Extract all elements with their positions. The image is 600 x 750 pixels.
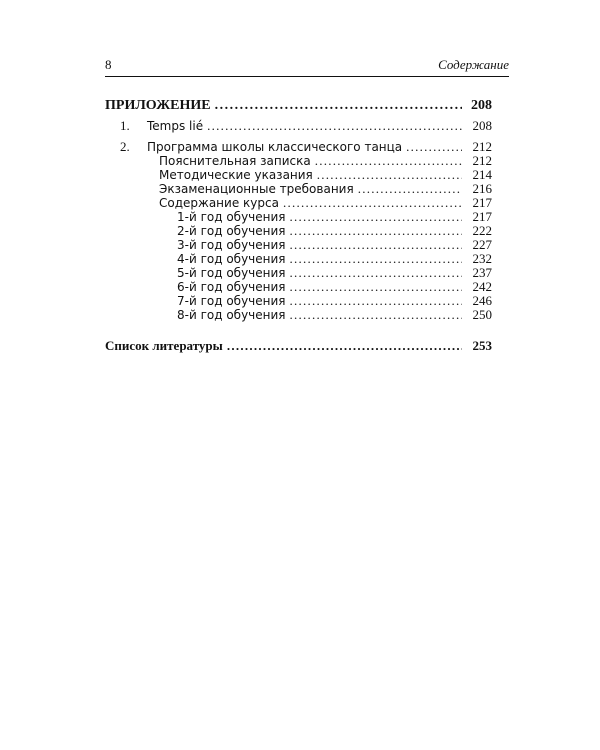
page-number: 8 — [105, 57, 112, 72]
toc-label: 8-й год обучения — [177, 308, 286, 322]
toc-label: ПРИЛОЖЕНИЕ — [105, 98, 211, 113]
header-rule — [105, 76, 509, 77]
toc-label: Экзаменационные требования — [159, 182, 354, 196]
toc-entry-appendix[interactable] — [105, 99, 492, 116]
toc-entry-exam-requirements[interactable] — [105, 182, 492, 196]
dot-leader — [207, 119, 462, 133]
toc-label: Список литературы — [105, 338, 223, 353]
dot-leader — [290, 224, 462, 238]
toc-entry-methodical-guidelines[interactable] — [105, 168, 492, 182]
dot-leader — [283, 196, 462, 210]
toc-entry-year-1[interactable] — [105, 210, 492, 224]
toc-label: Методические указания — [159, 168, 313, 182]
toc-entry-program[interactable] — [105, 140, 492, 154]
toc-page: 217 — [472, 209, 492, 224]
toc-entry-course-content[interactable] — [105, 196, 492, 210]
toc-page: 227 — [472, 237, 492, 252]
toc-page: 212 — [472, 139, 492, 154]
toc-label: 5-й год обучения — [177, 266, 286, 280]
toc-label: 1-й год обучения — [177, 210, 286, 224]
toc-label: Пояснительная записка — [159, 154, 311, 168]
toc-label: Temps lié — [147, 119, 204, 133]
dot-leader — [227, 339, 462, 353]
toc-entry-year-7[interactable] — [105, 294, 492, 308]
toc-entry-year-6[interactable] — [105, 280, 492, 294]
toc-page: 232 — [472, 251, 492, 266]
toc-label: 2-й год обучения — [177, 224, 286, 238]
toc-entry-explanatory-note[interactable] — [105, 154, 492, 168]
toc-entry-year-4[interactable] — [105, 252, 492, 266]
toc-label: 6-й год обучения — [177, 280, 286, 294]
toc-label: 4-й год обучения — [177, 252, 286, 266]
toc-number: 1. — [120, 118, 130, 133]
toc-page: 208 — [472, 118, 492, 133]
toc-page: 253 — [472, 338, 492, 353]
dot-leader — [290, 294, 462, 308]
toc-label: Программа школы классического танца — [147, 140, 403, 154]
toc-entry-temps-lie[interactable] — [105, 119, 492, 136]
dot-leader — [290, 280, 462, 294]
toc-number: 2. — [120, 139, 130, 154]
toc-page: 222 — [472, 223, 492, 238]
table-of-contents — [105, 99, 492, 356]
toc-page: 246 — [472, 293, 492, 308]
toc-entry-year-8[interactable] — [105, 308, 492, 322]
toc-page: 216 — [472, 181, 492, 196]
dot-leader — [358, 182, 462, 196]
dot-leader — [290, 308, 462, 322]
toc-page: 250 — [472, 307, 492, 322]
toc-entry-year-3[interactable] — [105, 238, 492, 252]
dot-leader — [290, 210, 462, 224]
toc-label: 3-й год обучения — [177, 238, 286, 252]
dot-leader — [317, 168, 462, 182]
toc-entry-year-2[interactable] — [105, 224, 492, 238]
toc-page: 212 — [472, 153, 492, 168]
toc-entry-references[interactable] — [105, 339, 492, 356]
toc-page: 208 — [471, 98, 492, 113]
page-header — [105, 56, 509, 74]
dot-leader — [406, 140, 462, 154]
toc-label: 7-й год обучения — [177, 294, 286, 308]
dot-leader — [215, 99, 462, 113]
toc-page: 242 — [472, 279, 492, 294]
toc-entry-year-5[interactable] — [105, 266, 492, 280]
toc-page: 237 — [472, 265, 492, 280]
dot-leader — [290, 252, 462, 266]
toc-page: 217 — [472, 195, 492, 210]
dot-leader — [290, 238, 462, 252]
toc-page: 214 — [472, 167, 492, 182]
dot-leader — [290, 266, 462, 280]
section-title: Содержание — [438, 57, 509, 72]
dot-leader — [315, 154, 462, 168]
toc-label: Содержание курса — [159, 196, 279, 210]
